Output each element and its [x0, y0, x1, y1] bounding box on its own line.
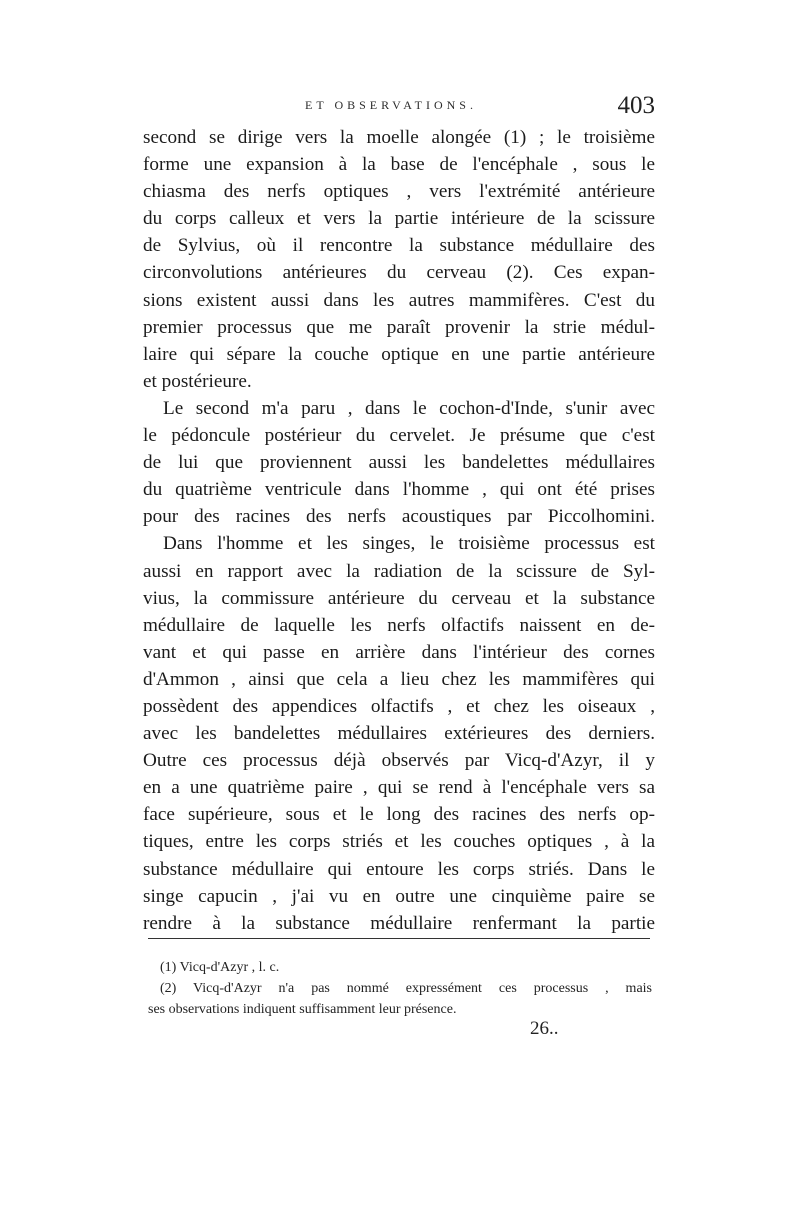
- text-line: d'Ammon , ainsi que cela a lieu chez les mammifères qui: [143, 668, 655, 690]
- footnote-divider: [148, 938, 650, 939]
- text-line: avec les bandelettes médullaires extérieures des derniers.: [143, 723, 655, 745]
- text-line: de lui que proviennent aussi les bandelettes médullaires: [143, 452, 655, 474]
- text-line: vius, la commissure antérieure du cerveau et la substance: [143, 587, 655, 609]
- text-line: singe capucin , j'ai vu en outre une cinquième paire se: [143, 885, 655, 907]
- text-line: Dans l'homme et les singes, le troisième processus est: [163, 533, 655, 555]
- text-line: tiques, entre les corps striés et les couches optiques , à la: [143, 831, 655, 853]
- text-line: laire qui sépare la couche optique en une partie antérieure: [143, 343, 655, 365]
- footnote-1: (1) Vicq-d'Azyr , l. c.: [160, 960, 280, 975]
- footnotes: [148, 957, 652, 1020]
- text-line: Le second m'a paru , dans le cochon-d'Inde, s'unir avec: [163, 397, 655, 419]
- text-line: médullaire de laquelle les nerfs olfactifs naissent en de-: [143, 614, 655, 636]
- text-line: sions existent aussi dans les autres mammifères. C'est du: [143, 289, 655, 311]
- body-text: [143, 124, 655, 937]
- text-line: de Sylvius, où il rencontre la substance médullaire des: [143, 235, 655, 257]
- page-header: [143, 92, 655, 126]
- text-line: substance médullaire qui entoure les corps striés. Dans le: [143, 858, 655, 880]
- text-line: forme une expansion à la base de l'encéphale , sous le: [143, 154, 655, 176]
- text-line: Outre ces processus déjà observés par Vicq-d'Azyr, il y: [143, 750, 655, 772]
- text-line: et postérieure.: [143, 370, 252, 392]
- page-number: 403: [617, 92, 655, 119]
- footnote-2-continuation: ses observations indiquent suffisamment leur présence.: [148, 1002, 457, 1017]
- running-head: ET OBSERVATIONS.: [305, 98, 477, 112]
- text-line: du quatrième ventricule dans l'homme , qui ont été prises: [143, 479, 655, 501]
- text-line: chiasma des nerfs optiques , vers l'extrémité antérieure: [143, 181, 655, 203]
- text-line: vant et qui passe en arrière dans l'intérieur des cornes: [143, 641, 655, 663]
- text-line: possèdent des appendices olfactifs , et chez les oiseaux ,: [143, 695, 655, 717]
- text-line: en a une quatrième paire , qui se rend à l'encéphale vers sa: [143, 777, 655, 799]
- text-line: circonvolutions antérieures du cerveau (2). Ces expan-: [143, 262, 655, 284]
- text-line: premier processus que me paraît provenir la strie médul-: [143, 316, 655, 338]
- text-line: du corps calleux et vers la partie intérieure de la scissure: [143, 208, 655, 230]
- text-line: aussi en rapport avec la radiation de la scissure de Syl-: [143, 560, 655, 582]
- text-line: second se dirige vers la moelle alongée (1) ; le troisième: [143, 127, 655, 148]
- text-line: face supérieure, sous et le long des racines des nerfs op-: [143, 804, 655, 826]
- text-line: pour des racines des nerfs acoustiques par Piccolhomini.: [143, 506, 655, 528]
- footnote-2: (2) Vicq-d'Azyr n'a pas nommé expressément ces processus , mais: [160, 981, 652, 996]
- signature-mark: 26..: [530, 1018, 559, 1039]
- text-line: le pédoncule postérieur du cervelet. Je présume que c'est: [143, 425, 655, 447]
- text-line: rendre à la substance médullaire renfermant la partie: [143, 912, 655, 934]
